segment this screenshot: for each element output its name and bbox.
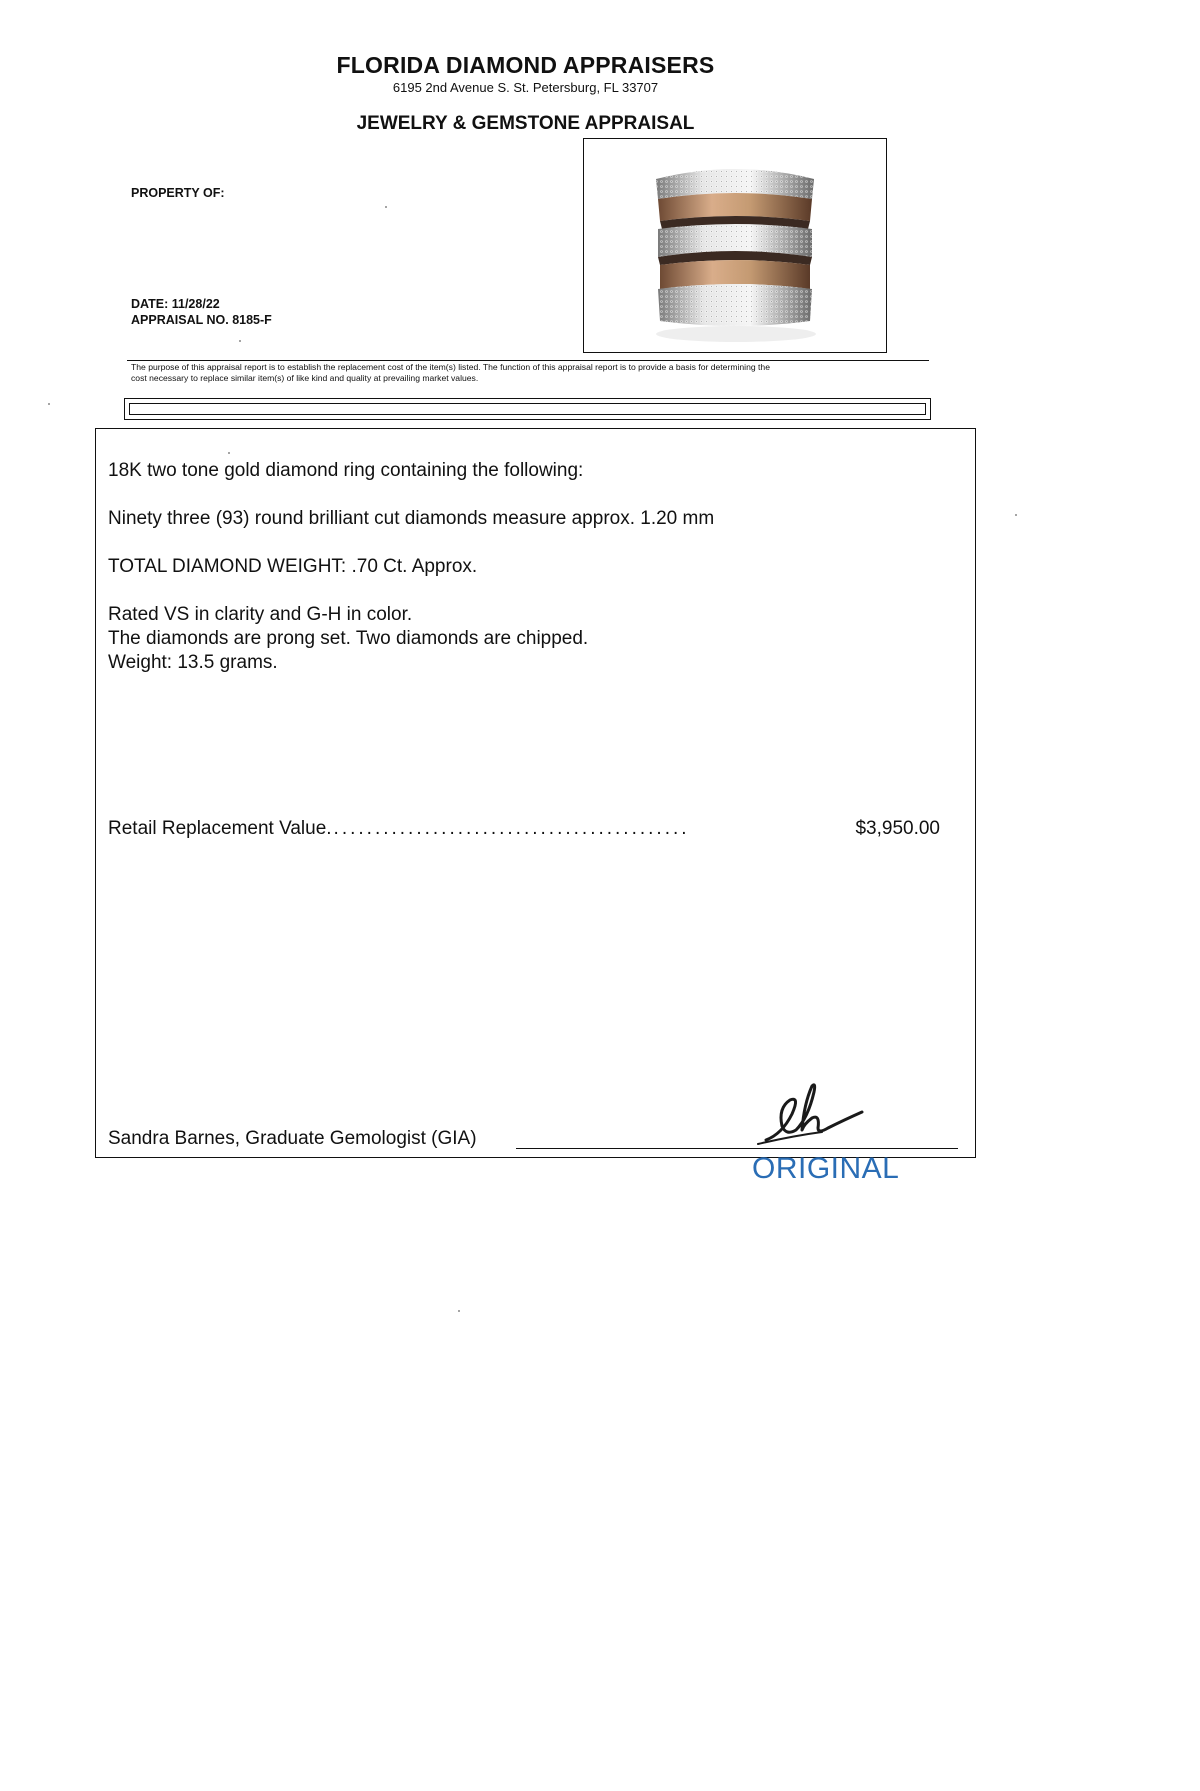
- ring-photo: [583, 138, 887, 353]
- purpose-line-1: The purpose of this appraisal report is to establish the replacement cost of the item(s) listed. The function of this appraisal report is to provide a basis for determining the: [131, 362, 770, 372]
- scan-speck: [239, 340, 241, 342]
- scan-speck: [458, 1310, 460, 1312]
- retail-value-label: Retail Replacement Value.: [108, 818, 332, 839]
- appraisal-number-value: 8185-F: [232, 313, 272, 327]
- description-box: [95, 428, 976, 1158]
- property-of-label: PROPERTY OF:: [131, 186, 225, 200]
- company-name: FLORIDA DIAMOND APPRAISERS: [336, 52, 715, 78]
- item-description: 18K two tone gold diamond ring containing the following:: [108, 460, 584, 481]
- purpose-rule: [127, 360, 929, 361]
- date-field: [131, 297, 220, 311]
- date-label: DATE:: [131, 297, 169, 311]
- original-stamp: ORIGINAL: [752, 1152, 900, 1185]
- retail-value-amount: $3,950.00: [855, 818, 940, 839]
- total-diamond-weight: TOTAL DIAMOND WEIGHT: .70 Ct. Approx.: [108, 556, 478, 577]
- metal-weight: Weight: 13.5 grams.: [108, 652, 278, 673]
- scan-speck: [1015, 514, 1017, 516]
- company-address: 6195 2nd Avenue S. St. Petersburg, FL 33707: [392, 80, 659, 95]
- double-rule-inner: [129, 403, 926, 415]
- scan-speck: [228, 452, 230, 454]
- appraisal-number-field: [131, 313, 272, 327]
- handwritten-signature: [752, 1074, 872, 1154]
- retail-replacement-value-row: [108, 818, 940, 840]
- date-value: 11/28/22: [171, 297, 220, 311]
- double-rule-bar: [124, 398, 931, 420]
- appraiser-name: Sandra Barnes, Graduate Gemologist (GIA): [108, 1128, 477, 1149]
- clarity-color-rating: Rated VS in clarity and G-H in color.: [108, 604, 413, 625]
- scan-speck: [385, 206, 387, 208]
- leader-dots: ...........................................: [333, 818, 690, 839]
- scan-speck: [48, 403, 50, 405]
- ring-illustration: [584, 139, 887, 353]
- document-title: JEWELRY & GEMSTONE APPRAISAL: [356, 113, 695, 134]
- setting-condition: The diamonds are prong set. Two diamonds are chipped.: [108, 628, 589, 649]
- purpose-statement: [131, 362, 921, 383]
- diamond-details: Ninety three (93) round brilliant cut diamonds measure approx. 1.20 mm: [108, 508, 715, 529]
- signature-line: [516, 1148, 958, 1149]
- purpose-line-2: cost necessary to replace similar item(s) of like kind and quality at prevailing market values.: [131, 372, 479, 383]
- appraisal-number-label: APPRAISAL NO.: [131, 313, 229, 327]
